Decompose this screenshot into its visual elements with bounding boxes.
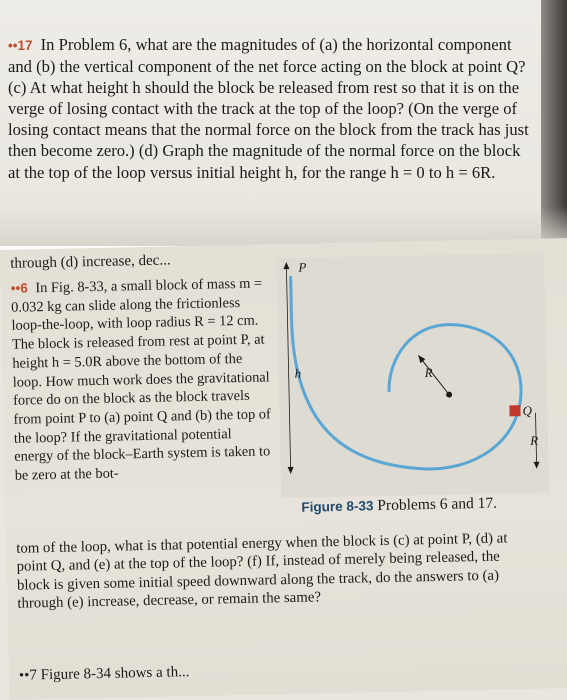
problem-6-text: In Fig. 8-33, a small block of mass m = 0.032 kg can slide along the frictionless loop-the-loop, with loop radius R = 12 cm. The block is released from rest at point P, at height h = 5.0R above the bottom of the loop. How much work does the gravitational force do on the block as the block travels from point P to (a) point Q and (b) the top of the loop? If the gravitational potential energy of the block–Earth system is taken to be zero at the bot- [11,275,271,484]
label-h: h [294,365,302,381]
problem-6-continued: tom of the loop, what is that potential energy when the block is (c) at point P, (d) at point Q, and (e) at the top of the loop? (f) If, instead of merely being released, the block is given some initial speed downward along the track, do the answers to (a) through (e) increase, decrease, or remain the same? [16,530,508,612]
caption-label: Figure 8-33 [301,498,374,515]
lower-page-photo [0,238,567,700]
figure-caption [301,493,521,517]
problem-7-start: ••7 Figure 8-34 shows a th... [18,664,190,684]
label-r-side: R [529,432,539,448]
block-at-q [509,405,520,416]
figure-8-33 [276,253,549,499]
problem-6 [11,274,275,485]
upper-page-photo [0,0,567,246]
problem-6-number: ••6 [10,280,28,296]
label-q: Q [522,402,533,419]
caption-text: Problems 6 and 17. [377,494,498,515]
label-p: P [298,259,307,275]
problem-17-text: In Problem 6, what are the magnitudes of (a) the horizontal component and (b) the vertical component of the net force acting on the block at point Q? (c) At what height h should the block be released from rest so that it is on the verge of losing contact with the track at the top of the loop? (On the verge of losing contact means that the normal force on the block from the track has just then become zero.) (d) Graph the magnitude of the normal force on the block at the top of the loop versus initial height h, for the range h = 0 to h = 6R. [8,35,529,182]
label-r-loop: R [424,364,433,381]
problem-17 [8,34,536,183]
problem-17-number: ••17 [8,38,33,53]
cutoff-line: through (d) increase, dec... [10,252,171,272]
